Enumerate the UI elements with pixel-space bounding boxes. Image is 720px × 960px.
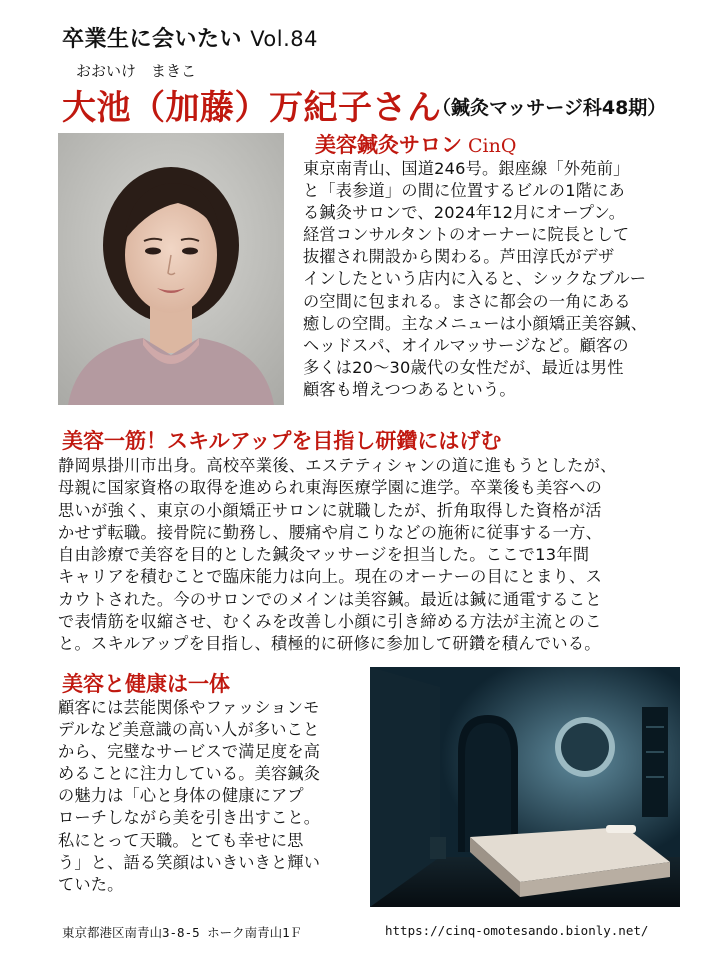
name-furigana: おおいけ まきこ (76, 62, 197, 80)
section-heading-beauty-health: 美容と健康は一体 (62, 672, 230, 696)
salon-line: インしたという店内に入ると、シックなブルー (303, 269, 647, 289)
series-label: 卒業生に会いたい (62, 27, 243, 52)
salon-website-link[interactable]: https://cinq-omotesando.bionly.net/ (385, 923, 649, 938)
department-label: （鍼灸マッサージ科48期） (432, 97, 667, 119)
salon-heading (315, 129, 516, 159)
portrait-photo (58, 133, 284, 405)
salon-line: 顧客も増えつつあるという。 (303, 379, 516, 399)
salon-line: と「表参道」の間に位置するビルの1階にあ (303, 181, 625, 201)
section-heading-career: 美容一筋！スキルアップを目指し研鑽にはげむ (62, 429, 502, 453)
beauty-line: デルなど美意識の高い人が多いこと (58, 720, 320, 740)
career-line: 母親に国家資格の取得を進められ東海医療学園に進学。卒業後も美容への (58, 478, 603, 498)
career-line: と。スキルアップを目指し、積極的に研修に参加して研鑽を積んでいる。 (58, 634, 601, 654)
salon-line: 多くは20〜30歳代の女性だが、最近は男性 (303, 357, 624, 377)
person-name: 大池（加藤）万紀子さん (62, 88, 442, 128)
beauty-health-paragraph (58, 697, 363, 896)
career-line: 静岡県掛川市出身。高校卒業後、エステティシャンの道に進もうとしたが、 (58, 456, 617, 475)
career-line: で表情筋を収縮させ、むくみを改善し小顔に引き締める方法が主流とのこ (58, 612, 602, 632)
salon-description (303, 158, 693, 401)
salon-line: 東京南青山、国道246号。銀座線「外苑前」 (303, 159, 630, 178)
beauty-line: めることに注力している。美容鍼灸 (58, 764, 321, 784)
career-line: かせず転職。接骨院に勤務し、腰痛や肩こりなどの施術に従事する一方、 (58, 522, 603, 542)
salon-address: 東京都港区南青山3-8-5 ホーク南青山1Ｆ (62, 925, 303, 940)
salon-line: る鍼灸サロンで、2024年12月にオープン。 (303, 203, 626, 223)
beauty-line: ローチしながら美を引き出すこと。 (58, 808, 321, 828)
beauty-line: 顧客には芸能関係やファッションモ (58, 698, 320, 717)
volume-number: Vol.84 (250, 27, 319, 51)
beauty-line: の魅力は「心と身体の健康にアプ (58, 786, 304, 806)
career-line: キャリアを積むことで臨床能力は向上。現在のオーナーの目にとまり、ス (58, 567, 603, 587)
beauty-line: 私にとって天職。とても幸せに思 (58, 830, 304, 850)
beauty-line: から、完璧なサービスで満足度を高 (58, 742, 321, 762)
career-line: 思いが強く、東京の小顔矯正サロンに就職したが、折角取得した資格が活 (58, 500, 602, 520)
beauty-line: う」と、語る笑顔はいきいきと輝い (58, 852, 321, 872)
beauty-line: ていた。 (58, 874, 124, 894)
salon-line: 経営コンサルタントのオーナーに院長として (303, 225, 630, 245)
salon-line: の空間に包まれる。まさに都会の一角にある (303, 291, 631, 311)
career-line: 自由診療で美容を目的とした鍼灸マッサージを担当した。ここで13年間 (58, 545, 590, 565)
salon-title: 美容鍼灸サロン (315, 133, 462, 157)
series-title (62, 22, 318, 53)
treatment-room-photo (370, 667, 680, 907)
salon-line: 癒しの空間。主なメニューは小顔矯正美容鍼、 (303, 313, 648, 333)
salon-line: 抜擢され開設から関わる。芦田淳氏がデザ (303, 247, 615, 267)
salon-brand: CinQ (468, 135, 517, 157)
career-line: カウトされた。今のサロンでのメインは美容鍼。最近は鍼に通電すること (58, 589, 602, 609)
salon-line: ヘッドスパ、オイルマッサージなど。顧客の (303, 335, 629, 355)
career-paragraph (58, 455, 694, 656)
